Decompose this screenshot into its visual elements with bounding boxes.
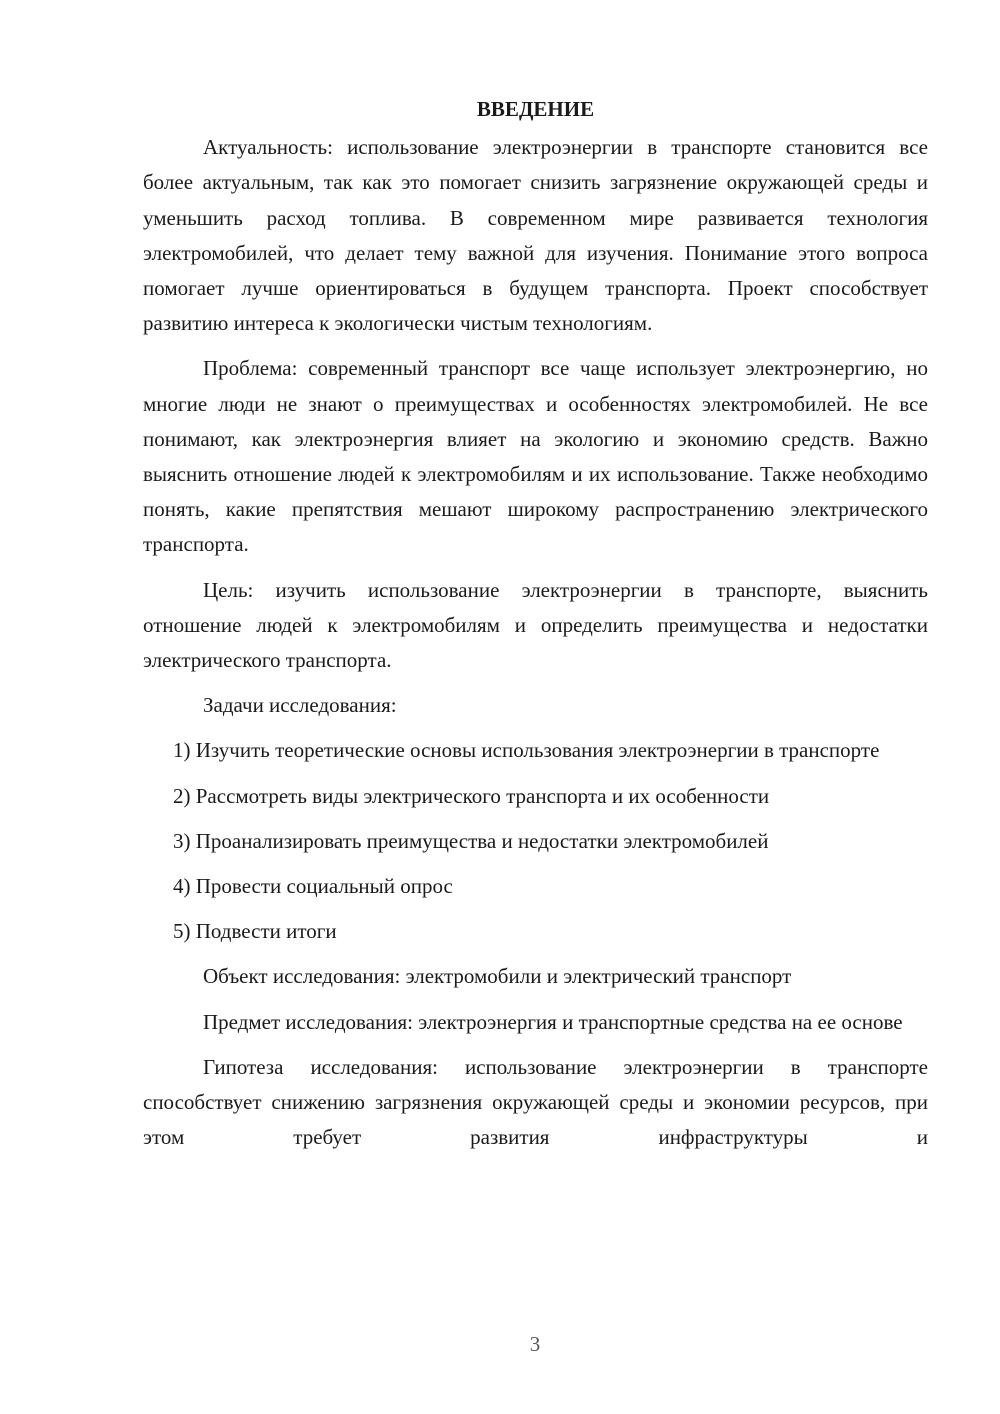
page-number: 3: [529, 1332, 541, 1356]
goal-paragraph: Цель: изучить использование электроэнергии в транспорте, выяснить отношение людей к электромобилям и определить преимущества и недостатки электрического транспорта.: [143, 577, 928, 673]
problem-paragraph: Проблема: современный транспорт все чаще использует электроэнергию, но многие люди не знают о преимуществах и особенностях электромобилей. Не все понимают, как электроэнергия влияет на экологию и экономию средств. Важно выяснить отношение людей к электромобилям и их использование. Также необходимо понять, какие препятствия мешают широкому распространению электрического транспорта.: [143, 356, 928, 557]
task-item: 1) Изучить теоретические основы использования электроэнергии в транспорте: [173, 738, 880, 763]
section-heading: ВВЕДЕНИЕ: [476, 97, 595, 121]
task-item: 3) Проанализировать преимущества и недостатки электромобилей: [173, 828, 769, 853]
tasks-heading: Задачи исследования:: [203, 693, 397, 718]
hypothesis-paragraph: Гипотеза исследования: использование электроэнергии в транспорте способствует снижению загрязнения окружающей среды и экономии ресурсов, при этом требует развития инфраструктуры и: [143, 1054, 928, 1150]
task-item: 5) Подвести итоги: [173, 919, 337, 944]
task-item: 2) Рассмотреть виды электрического транспорта и их особенности: [173, 783, 770, 808]
object-paragraph: Объект исследования: электромобили и электрический транспорт: [203, 964, 792, 989]
document-page: [143, 92, 928, 1165]
subject-paragraph: Предмет исследования: электроэнергия и транспортные средства на ее основе: [203, 1009, 903, 1034]
task-item: 4) Провести социальный опрос: [173, 874, 453, 899]
relevance-paragraph: Актуальность: использование электроэнергии в транспорте становится все более актуальным, так как это помогает снизить загрязнение окружающей среды и уменьшить расход топлива. В современном мире развивается технология электромобилей, что делает тему важной для изучения. Понимание этого вопроса помогает лучше ориентироваться в будущем транспорта. Проект способствует развитию интереса к экологически чистым технологиям.: [143, 135, 928, 336]
